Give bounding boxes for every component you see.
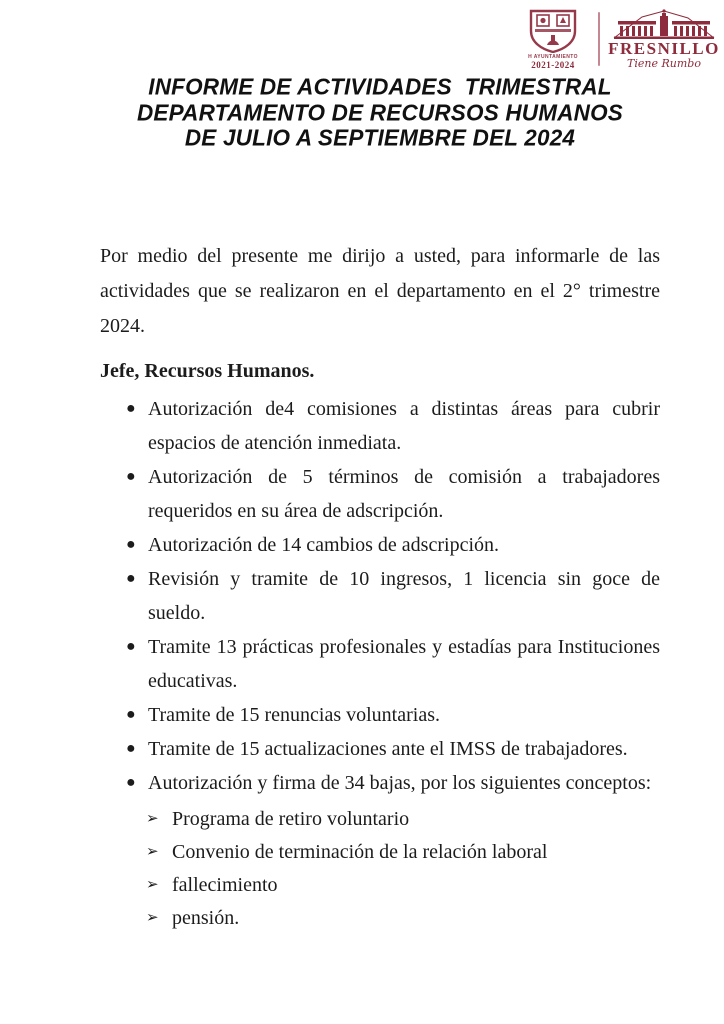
baja-concepts-list	[146, 803, 660, 935]
list-item	[100, 630, 660, 698]
list-item-text: Tramite 13 prácticas profesionales y estadías para Instituciones educativas.	[148, 635, 660, 692]
bullet-icon: ●	[126, 467, 136, 485]
list-item	[146, 902, 660, 935]
list-item-text: Autorización y firma de 34 bajas, por los siguientes conceptos:	[148, 771, 652, 794]
list-item	[146, 836, 660, 869]
activity-list	[100, 392, 660, 800]
list-item-text: Autorización de 5 términos de comisión a trabajadores requeridos en su área de adscripción.	[148, 465, 660, 522]
list-item-text: Tramite de 15 actualizaciones ante el IMSS de trabajadores.	[148, 737, 628, 760]
list-item	[100, 698, 660, 732]
title-line-1: INFORME DE ACTIVIDADES TRIMESTRAL	[148, 73, 612, 100]
bullet-icon: ●	[126, 739, 136, 757]
list-item	[146, 803, 660, 836]
arrowhead-bullet-icon: ➢	[146, 843, 159, 860]
crest-administration-label: H AYUNTAMIENTO	[528, 53, 578, 60]
list-item	[100, 460, 660, 528]
list-item-text: fallecimiento	[172, 873, 278, 896]
list-item	[100, 766, 660, 800]
bullet-icon: ●	[126, 535, 136, 553]
list-item-text: Programa de retiro voluntario	[172, 807, 410, 830]
list-item	[100, 732, 660, 766]
list-item-text: Autorización de4 comisiones a distintas áreas para cubrir espacios de atención inmediata.	[148, 397, 660, 454]
logo-divider	[598, 12, 600, 66]
bullet-icon: ●	[126, 569, 136, 587]
header-logos	[518, 6, 718, 72]
bullet-icon: ●	[126, 399, 136, 417]
list-item-text: Tramite de 15 renuncias voluntarias.	[148, 703, 440, 726]
fresnillo-building-icon	[612, 8, 716, 40]
title-line-2: DEPARTAMENTO DE RECURSOS HUMANOS	[136, 98, 624, 125]
list-item-text: pensión.	[172, 906, 240, 929]
list-item	[100, 392, 660, 460]
title-line-3: DE JULIO A SEPTIEMBRE DEL 2024	[184, 124, 576, 151]
municipal-crest	[518, 9, 588, 70]
crest-period-label: 2021-2024	[531, 59, 575, 70]
list-item-text: Revisión y tramite de 10 ingresos, 1 licencia sin goce de sueldo.	[148, 567, 660, 624]
list-item	[100, 528, 660, 562]
arrowhead-bullet-icon: ➢	[146, 810, 159, 827]
arrowhead-bullet-icon: ➢	[146, 876, 159, 893]
document-title	[100, 74, 660, 151]
bullet-icon: ●	[126, 637, 136, 655]
list-item	[100, 562, 660, 630]
list-item-text: Autorización de 14 cambios de adscripción.	[148, 533, 499, 556]
intro-paragraph: Por medio del presente me dirijo a usted, para informarle de las actividades que se realizaron en el departamento en el 2° trimestre 2024.	[100, 244, 660, 337]
fresnillo-wordmark: FRESNILLO	[608, 39, 720, 58]
crest-shield-icon	[527, 9, 579, 53]
bullet-icon: ●	[126, 773, 136, 791]
section-heading: Jefe, Recursos Humanos.	[100, 359, 315, 382]
list-item	[146, 869, 660, 902]
fresnillo-tagline: Tiene Rumbo	[627, 57, 701, 70]
fresnillo-logo	[610, 8, 718, 70]
list-item-text: Convenio de terminación de la relación laboral	[172, 840, 548, 863]
arrowhead-bullet-icon: ➢	[146, 909, 159, 926]
bullet-icon: ●	[126, 705, 136, 723]
